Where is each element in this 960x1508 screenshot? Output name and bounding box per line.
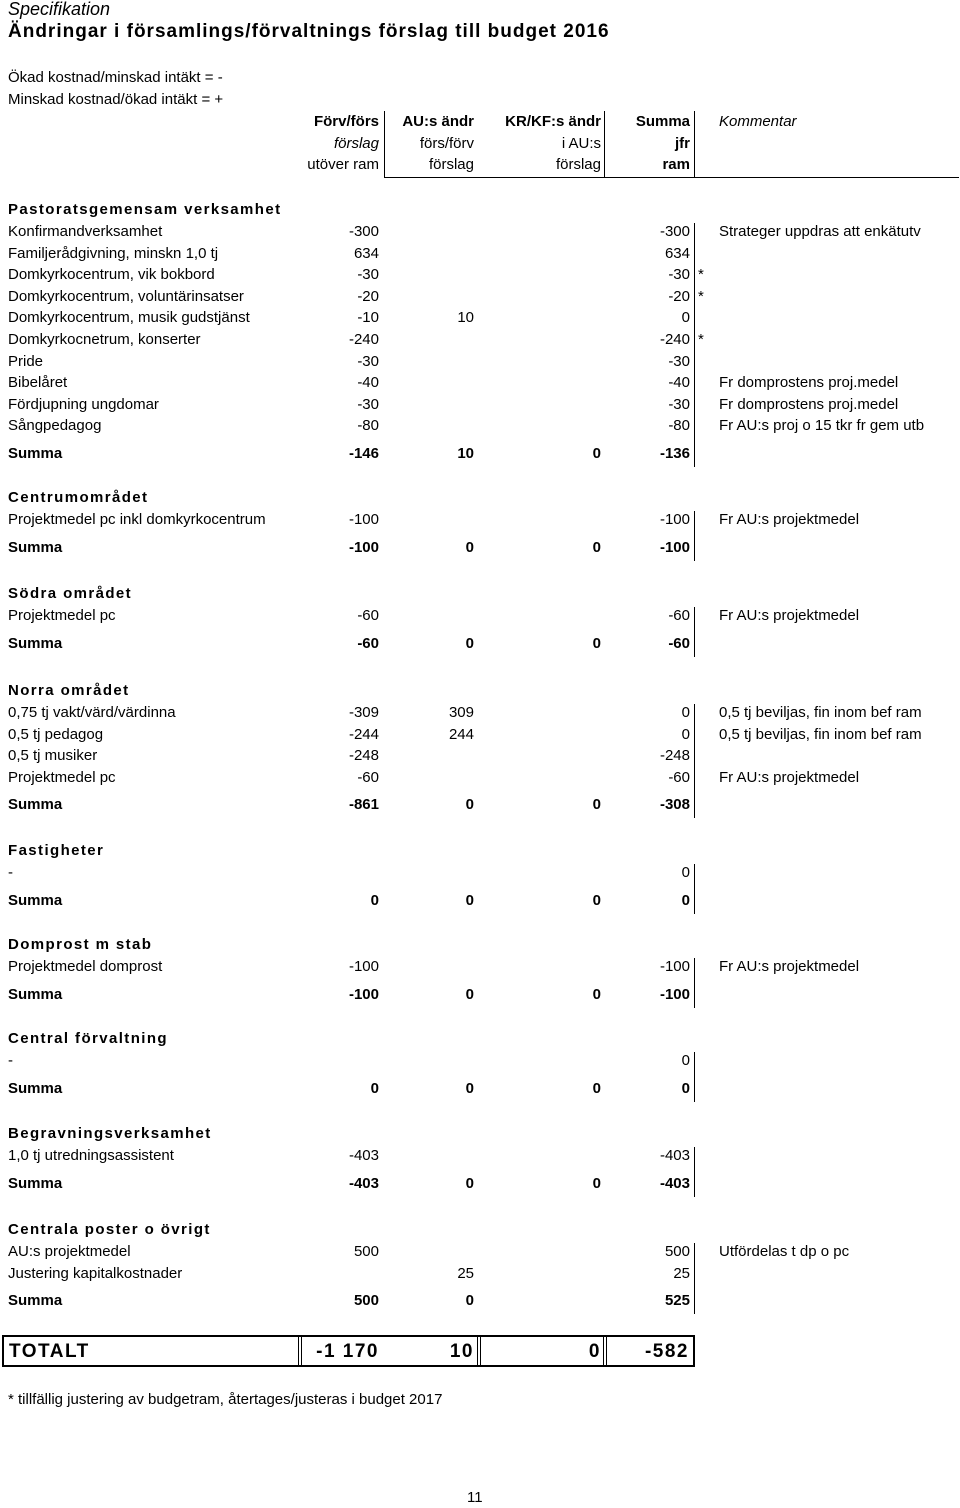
summary-col2-value: 0 [465,539,474,556]
row-col4-value: -240 [659,331,690,348]
table-row [0,958,960,979]
row-col4-value: 500 [664,1243,690,1260]
row-col4-value: 0 [681,1052,690,1069]
sum-column-border [694,864,695,914]
table-row [0,353,960,374]
summary-label: Summa [8,1080,63,1097]
row-col1-value: -244 [348,726,379,743]
row-col1-value: -100 [348,511,379,528]
row-col4-value: 25 [673,1265,690,1282]
row-col1-value: 634 [353,245,379,262]
summary-col4-value: 525 [664,1292,690,1309]
row-comment: Fr AU:s projektmedel [719,607,860,624]
table-row [0,1052,960,1073]
total-divider-3 [603,1337,607,1365]
summary-col2-value: 0 [465,635,474,652]
summary-col1-value: -60 [357,635,379,652]
row-label: 0,5 tj pedagog [8,726,104,743]
table-row [0,769,960,790]
summary-label: Summa [8,1175,63,1192]
row-col1-value: -403 [348,1147,379,1164]
row-col1-value: 500 [353,1243,379,1260]
total-divider-1 [298,1337,302,1365]
summary-row [0,1080,960,1101]
page-number: 11 [467,1489,483,1506]
row-asterisk-mark: * [698,331,704,348]
summary-col1-value: -100 [348,539,379,556]
summary-label: Summa [8,986,63,1003]
row-col4-value: -40 [668,374,690,391]
row-col4-value: 0 [681,726,690,743]
summary-row [0,892,960,913]
summary-col3-value: 0 [592,1080,601,1097]
summary-row [0,1292,960,1313]
table-row [0,864,960,885]
summary-col2-value: 0 [465,892,474,909]
sum-column-border [694,1147,695,1197]
col2-header-line3: förslag [428,156,474,173]
row-col1-value: -309 [348,704,379,721]
row-col1-value: -30 [357,353,379,370]
summary-col4-value: -100 [659,986,690,1003]
row-col2-value: 244 [448,726,474,743]
summary-col1-value: -861 [348,796,379,813]
summary-col2-value: 0 [465,1175,474,1192]
total-col3: 0 [588,1341,601,1362]
summary-col1-value: 0 [370,892,379,909]
summary-col3-value: 0 [592,892,601,909]
summary-col1-value: -100 [348,986,379,1003]
row-col1-value: -240 [348,331,379,348]
row-label: 0,75 tj vakt/värd/värdinna [8,704,176,721]
row-label: Fördjupning ungdomar [8,396,159,413]
summary-col4-value: -60 [668,635,690,652]
row-label: Projektmedel pc [8,769,116,786]
sum-column-border [694,958,695,1008]
row-comment: Fr AU:s projektmedel [719,958,860,975]
table-row [0,245,960,266]
row-col1-value: -60 [357,607,379,624]
row-col4-value: -248 [659,747,690,764]
legend-line-1: Ökad kostnad/minskad intäkt = - [8,69,223,86]
summary-col2-value: 10 [457,445,474,462]
row-label: Domkyrkocentrum, musik gudstjänst [8,309,250,326]
summary-col2-value: 0 [465,986,474,1003]
row-col4-value: -60 [668,607,690,624]
row-comment: Strateger uppdras att enkätutv [719,223,921,240]
summary-col1-value: -403 [348,1175,379,1192]
document-title: Ändringar i församlings/förvaltnings förslag till budget 2016 [8,21,610,42]
row-col4-value: 0 [681,704,690,721]
summary-label: Summa [8,796,63,813]
table-row [0,266,960,287]
row-label: Projektmedel pc inkl domkyrkocentrum [8,511,266,528]
summary-col4-value: 0 [681,1080,690,1097]
col2-header-line2: förs/förv [419,135,474,152]
summary-col3-value: 0 [592,445,601,462]
summary-col2-value: 0 [465,796,474,813]
sum-column-border [694,223,695,467]
summary-label: Summa [8,539,63,556]
col3-header-line2: i AU:s [561,135,601,152]
row-comment: 0,5 tj beviljas, fin inom bef ram [719,704,922,721]
summary-col4-value: -403 [659,1175,690,1192]
row-col1-value: -100 [348,958,379,975]
summary-row [0,986,960,1007]
row-col4-value: -30 [668,396,690,413]
summary-col1-value: 500 [353,1292,379,1309]
table-row [0,374,960,395]
total-col2: 10 [449,1341,474,1362]
table-row [0,726,960,747]
summary-col1-value: 0 [370,1080,379,1097]
total-col4: -582 [644,1341,689,1362]
row-col4-value: -60 [668,769,690,786]
row-comment: Fr AU:s projektmedel [719,769,860,786]
row-col4-value: -30 [668,353,690,370]
row-label: Justering kapitalkostnader [8,1265,183,1282]
row-col1-value: -300 [348,223,379,240]
col1-header-line1: Förv/förs [313,113,379,130]
summary-col4-value: -136 [659,445,690,462]
col2-header-line1: AU:s ändr [402,113,474,130]
row-label: Projektmedel domprost [8,958,163,975]
row-col1-value: -60 [357,769,379,786]
col1-header-line3: utöver ram [307,156,379,173]
row-col4-value: 634 [664,245,690,262]
summary-col4-value: -308 [659,796,690,813]
total-col1: -1 170 [316,1341,379,1362]
summary-col3-value: 0 [592,796,601,813]
col3-header-line1: KR/KF:s ändr [505,113,601,130]
row-label: AU:s projektmedel [8,1243,131,1260]
table-row [0,1147,960,1168]
col1-header-line2: förslag [333,135,379,152]
row-label: Konfirmandverksamhet [8,223,163,240]
col4-header-line3: ram [662,156,690,173]
section-title: Fastigheter [8,842,105,859]
row-label: - [8,864,13,881]
row-comment: Fr AU:s proj o 15 tkr fr gem utb [719,417,925,434]
section-title: Centrala poster o övrigt [8,1221,211,1238]
table-row [0,607,960,628]
row-label: 0,5 tj musiker [8,747,98,764]
header-divider-2 [604,111,605,177]
table-row [0,704,960,725]
summary-row [0,635,960,656]
table-row [0,1265,960,1286]
summary-label: Summa [8,635,63,652]
summary-label: Summa [8,445,63,462]
row-col1-value: -30 [357,396,379,413]
row-label: Domkyrkocentrum, vik bokbord [8,266,215,283]
table-row [0,288,960,309]
row-col4-value: 0 [681,864,690,881]
section-title: Norra området [8,682,130,699]
header-divider-1 [384,111,385,177]
section-title: Södra området [8,585,133,602]
row-col4-value: -80 [668,417,690,434]
row-label: Projektmedel pc [8,607,116,624]
summary-label: Summa [8,1292,63,1309]
sum-column-border [694,704,695,818]
table-row [0,396,960,417]
row-label: - [8,1052,13,1069]
total-label: TOTALT [9,1341,90,1362]
summary-row [0,796,960,817]
summary-row [0,445,960,466]
row-col2-value: 10 [457,309,474,326]
col4-header-line1: Summa [635,113,690,130]
row-label: Domkyrkocnetrum, konserter [8,331,201,348]
row-col1-value: -20 [357,288,379,305]
row-col2-value: 25 [457,1265,474,1282]
table-row [0,417,960,438]
table-row [0,511,960,532]
summary-row [0,539,960,560]
document-kicker: Specifikation [8,0,111,19]
col4-header-line2: jfr [675,135,690,152]
row-label: Familjerådgivning, minskn 1,0 tj [8,245,219,262]
section-title: Central förvaltning [8,1030,168,1047]
row-col1-value: -248 [348,747,379,764]
row-label: Bibelåret [8,374,68,391]
row-label: Sångpedagog [8,417,102,434]
section-title: Domprost m stab [8,936,153,953]
header-divider-3 [694,111,695,177]
row-comment: Utfördelas t dp o pc [719,1243,850,1260]
sum-column-border [694,1052,695,1102]
comment-header: Kommentar [719,113,797,130]
row-comment: Fr domprostens proj.medel [719,396,899,413]
row-col4-value: -403 [659,1147,690,1164]
sum-column-border [694,511,695,561]
row-col4-value: -100 [659,511,690,528]
row-col1-value: -30 [357,266,379,283]
summary-label: Summa [8,892,63,909]
row-asterisk-mark: * [698,288,704,305]
row-col4-value: -300 [659,223,690,240]
row-asterisk-mark: * [698,266,704,283]
total-row [2,1335,695,1367]
row-col2-value: 309 [448,704,474,721]
footnote: * tillfällig justering av budgetram, återtages/justeras i budget 2017 [8,1391,443,1408]
legend-line-2: Minskad kostnad/ökad intäkt = + [8,91,224,108]
row-label: Domkyrkocentrum, voluntärinsatser [8,288,244,305]
row-label: 1,0 tj utredningsassistent [8,1147,174,1164]
row-col4-value: -20 [668,288,690,305]
summary-col3-value: 0 [592,986,601,1003]
section-title: Centrumområdet [8,489,149,506]
summary-col2-value: 0 [465,1080,474,1097]
row-comment: Fr domprostens proj.medel [719,374,899,391]
table-row [0,1243,960,1264]
table-row [0,223,960,244]
table-row [0,331,960,352]
summary-col4-value: -100 [659,539,690,556]
row-comment: 0,5 tj beviljas, fin inom bef ram [719,726,922,743]
summary-col3-value: 0 [592,635,601,652]
table-row [0,309,960,330]
summary-col1-value: -146 [348,445,379,462]
row-col4-value: 0 [681,309,690,326]
section-title: Pastoratsgemensam verksamhet [8,201,282,218]
table-row [0,747,960,768]
summary-col2-value: 0 [465,1292,474,1309]
header-underline [384,177,959,178]
sum-column-border [694,607,695,657]
row-col1-value: -40 [357,374,379,391]
row-col4-value: -100 [659,958,690,975]
row-col1-value: -10 [357,309,379,326]
row-col4-value: -30 [668,266,690,283]
total-divider-2 [477,1337,481,1365]
summary-col3-value: 0 [592,539,601,556]
summary-col3-value: 0 [592,1175,601,1192]
section-title: Begravningsverksamhet [8,1125,212,1142]
row-label: Pride [8,353,44,370]
summary-col4-value: 0 [681,892,690,909]
col3-header-line3: förslag [555,156,601,173]
sum-column-border [694,1243,695,1314]
summary-row [0,1175,960,1196]
row-comment: Fr AU:s projektmedel [719,511,860,528]
row-col1-value: -80 [357,417,379,434]
